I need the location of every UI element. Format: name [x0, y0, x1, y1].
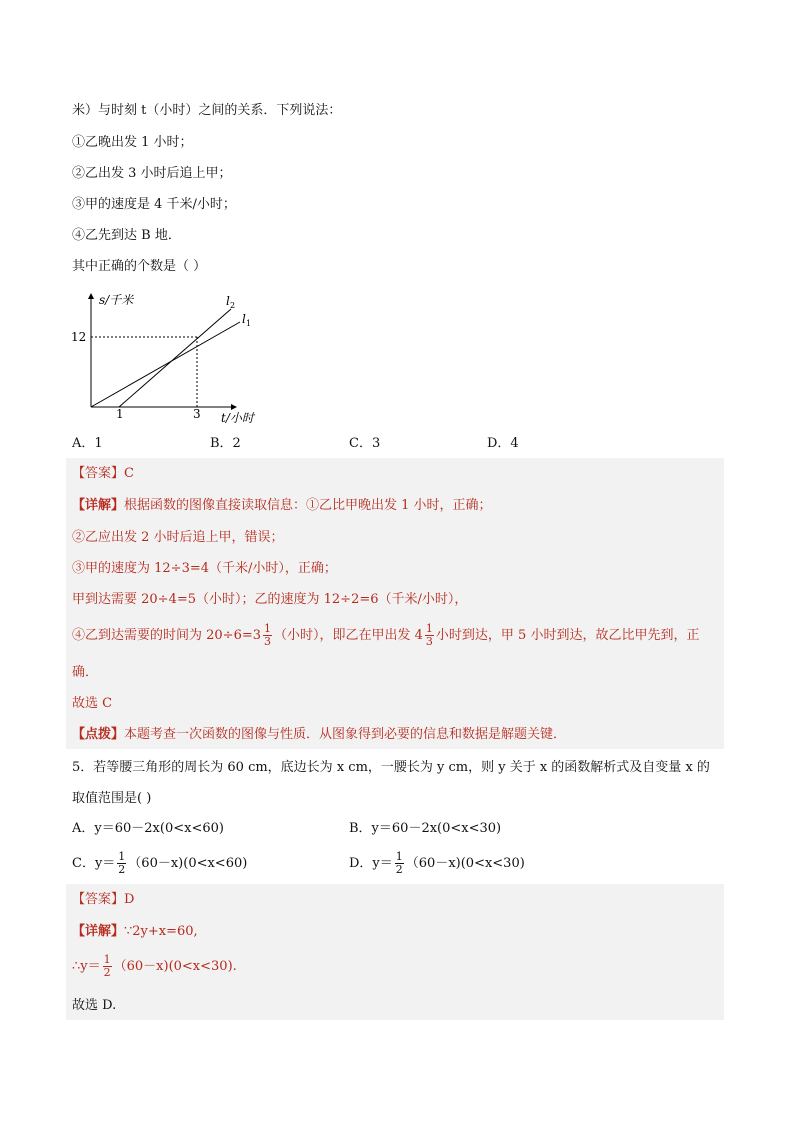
fraction-denominator: 3 — [425, 635, 433, 648]
fraction-one-half — [103, 954, 112, 979]
detail-tag: 【详解】 — [72, 498, 125, 513]
q5-option-b: B．y＝60－2x(0<x<30) — [349, 821, 502, 836]
q4-detail-3: ③甲的速度为 12÷3=4（千米/小时），正确； — [72, 561, 337, 576]
x-axis-label: t/小时 — [221, 411, 254, 425]
fraction-numerator: 1 — [103, 953, 111, 966]
q5-choose: 故选 D. — [72, 998, 117, 1013]
detail-2-suffix: （60－x)(0<x<30). — [113, 959, 237, 974]
y-tick-12: 12 — [71, 330, 87, 344]
detail-text: ∵2y+x=60, — [124, 924, 198, 939]
q4-detail-6: 确． — [72, 665, 99, 680]
q4-statement-2: ②乙出发 3 小时后追上甲； — [72, 166, 232, 181]
q4-stem-line: 米）与时刻 t（小时）之间的关系．下列说法： — [72, 103, 342, 118]
detail-5-part-b: （小时），即乙在甲出发 4 — [274, 628, 423, 643]
line-l1 — [91, 322, 240, 407]
detail-2-prefix: ∴y＝ — [72, 959, 101, 974]
q4-option-d: D．4 — [487, 436, 519, 451]
fraction-denominator: 2 — [118, 863, 126, 876]
q4-option-a: A．1 — [72, 436, 103, 451]
q4-statement-3: ③甲的速度是 4 千米/小时； — [72, 197, 236, 212]
fraction-denominator: 2 — [103, 966, 111, 979]
q4-graph — [66, 288, 266, 428]
x-tick-1: 1 — [116, 407, 124, 421]
q5-answer: 【答案】D — [72, 892, 135, 907]
q5-detail-2 — [72, 954, 237, 979]
y-axis-label: s/千米 — [99, 293, 134, 307]
detail-text: 根据函数的图像直接读取信息：①乙比甲晚出发 1 小时，正确； — [124, 498, 492, 513]
line-l2 — [119, 309, 231, 407]
q4-statement-4: ④乙先到达 B 地． — [72, 228, 181, 243]
tip-tag: 【点拨】 — [72, 727, 125, 742]
q5-option-c — [72, 851, 247, 876]
fraction-numerator: 1 — [395, 850, 403, 863]
detail-5-part-a: ④乙到达需要的时间为 20÷6=3 — [72, 628, 262, 643]
fraction-numerator: 1 — [264, 622, 272, 635]
q4-statement-1: ①乙晚出发 1 小时； — [72, 135, 193, 150]
detail-5-part-c: 小时到达，甲 5 小时到达，故乙比甲先到，正 — [435, 628, 700, 643]
q5-answer-panel — [66, 884, 724, 1020]
q4-detail-2: ②乙应出发 2 小时后追上甲，错误； — [72, 530, 284, 545]
fraction-one-third-2 — [425, 623, 434, 648]
fraction-one-half — [117, 851, 126, 876]
q4-choose: 故选 C — [72, 696, 113, 711]
fraction-one-third — [263, 623, 272, 648]
q5-stem-line-1: 5．若等腰三角形的周长为 60 cm，底边长为 x cm，一腰长为 y cm，则 y 关于 x 的函数解析式及自变量 x 的 — [72, 760, 710, 775]
q4-detail-1 — [72, 498, 492, 514]
option-d-prefix: D．y＝ — [349, 856, 393, 871]
x-tick-3: 3 — [193, 407, 201, 421]
q5-stem-line-2: 取值范围是( ) — [72, 791, 152, 806]
option-c-prefix: C．y＝ — [72, 856, 116, 871]
label-l2-sub: 2 — [230, 301, 236, 310]
q5-detail-1 — [72, 924, 198, 940]
fraction-denominator: 2 — [395, 863, 403, 876]
q4-tip — [72, 727, 566, 743]
label-l1-sub: 1 — [246, 319, 252, 328]
fraction-one-half — [395, 851, 404, 876]
fraction-numerator: 1 — [118, 850, 126, 863]
label-l1: l — [242, 312, 246, 326]
fraction-denominator: 3 — [264, 635, 272, 648]
q4-detail-4: 甲到达需要 20÷4=5（小时）；乙的速度为 12÷2=6（千米/小时）， — [72, 592, 468, 607]
fraction-numerator: 1 — [425, 622, 433, 635]
q4-option-c: C．3 — [349, 436, 381, 451]
detail-tag: 【详解】 — [72, 924, 125, 939]
q5-option-a: A．y＝60－2x(0<x<60) — [72, 821, 224, 836]
label-l2: l — [226, 294, 230, 308]
option-c-suffix: （60－x)(0<x<60) — [128, 856, 248, 871]
q4-question: 其中正确的个数是（ ） — [72, 259, 207, 274]
tip-text: 本题考查一次函数的图像与性质．从图象得到必要的信息和数据是解题关键． — [124, 727, 567, 742]
q4-option-b: B．2 — [210, 436, 241, 451]
q4-answer: 【答案】C — [72, 466, 134, 481]
option-d-suffix: （60－x)(0<x<30) — [405, 856, 525, 871]
q5-option-d — [349, 851, 525, 876]
q4-detail-5 — [72, 623, 699, 648]
